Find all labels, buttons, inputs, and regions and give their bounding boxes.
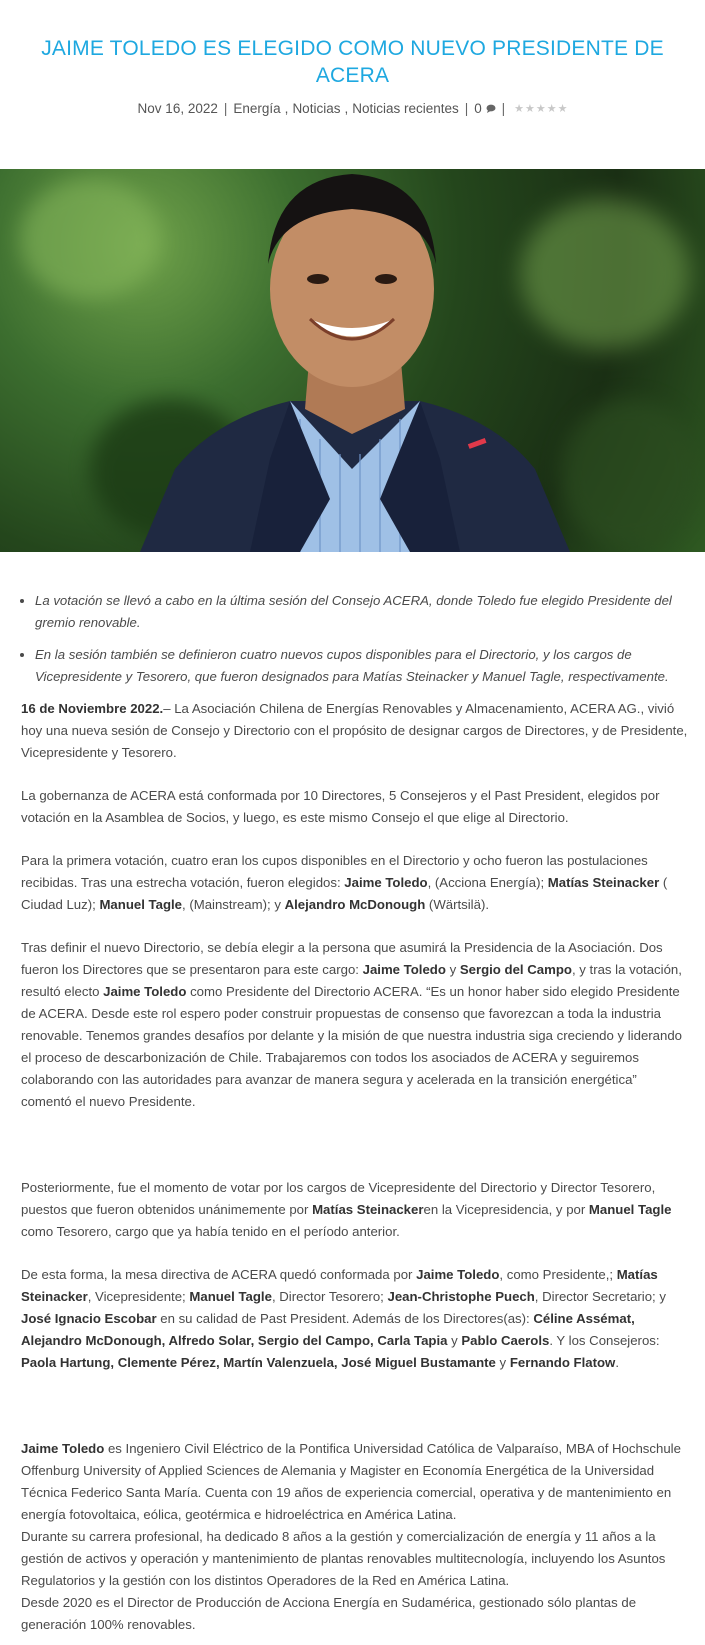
- star-icon: ★: [524, 103, 535, 115]
- comments-link[interactable]: [474, 101, 495, 116]
- portrait-illustration: [0, 169, 705, 552]
- category-link-noticias-recientes[interactable]: Noticias recientes: [352, 101, 459, 116]
- article-body: [21, 590, 691, 1636]
- paragraph: Jaime Toledo es Ingeniero Civil Eléctrico de la Pontifica Universidad Católica de Valparaíso, MBA of Hochschule Offenburg University of Applied Sciences de Alemania y Magister en Economía Energética de la Universidad Técnica Federico Santa María. Cuenta con 19 años de experiencia comercial, operativa y de mantenimiento en energía fotovoltaica, eólica, geotérmica e hidroeléctrica en América Latina.: [21, 1441, 681, 1522]
- paragraph: Durante su carrera profesional, ha dedicado 8 años a la gestión y comercialización de energía y 11 años a la gestión de activos y operación y mantenimiento de plantas renovables multitecnología, incluyendo los Asuntos Regulatorios y la gestión con los distintos Operadores de la Red en América Latina.: [21, 1529, 666, 1588]
- post-meta: Nov 16, 2022 | Energía , Noticias , Noticias recientes | 0 | ★ ★ ★ ★ ★: [137, 101, 568, 116]
- category-link-energia[interactable]: Energía: [233, 101, 281, 116]
- paragraph: Para la primera votación, cuatro eran los cupos disponibles en el Directorio y ocho fueron las postulaciones recibidas. Tras una estrecha votación, fueron elegidos: Jaime Toledo, (Acciona Energía); Matías Steinacker ( Ciudad Luz); Manuel Tagle, (Mainstream); y Alejandro McDonough (Wärtsilä).: [21, 853, 668, 912]
- star-icon: ★: [557, 103, 568, 115]
- list-item: • La votación se llevó a cabo en la última sesión del Consejo ACERA, donde Toledo fue elegido Presidente del gremio renovable.: [35, 590, 691, 634]
- paragraph: Tras definir el nuevo Directorio, se debía elegir a la persona que asumirá la Presidencia de la Asociación. Dos fueron los Directores que se presentaron para este cargo: Jaime Toledo y Sergio del Campo, y tras la votación, resultó electo Jaime Toledo como Presidente del Directorio ACERA. “Es un honor haber sido elegido Presidente de ACERA. Desde este rol espero poder construir propuestas de consenso que favorezcan a toda la industria renovable. Tenemos grandes desafíos por delante y la misión de que nuestra industria siga creciendo y liderando el proceso de descarbonización de Chile. Trabajaremos con todos los asociados de ACERA y seguiremos colaborando con las autoridades para avanzar de manera segura y acelerada en la transición energética” comentó el nuevo Presidente.: [21, 940, 683, 1109]
- article-header: [0, 0, 705, 116]
- article-title: JAIME TOLEDO ES ELEGIDO COMO NUEVO PRESIDENTE DE ACERA: [41, 37, 664, 87]
- comment-bubble-icon: [486, 104, 496, 113]
- rating-stars: [514, 102, 567, 115]
- comments-count: 0: [474, 101, 482, 116]
- paragraph: Desde 2020 es el Director de Producción de Acciona Energía en Sudamérica, gestionado sólo plantas de generación 100% renovables.: [21, 1595, 637, 1632]
- paragraph: 16 de Noviembre 2022.– La Asociación Chilena de Energías Renovables y Almacenamiento, ACERA AG., vivió hoy una nueva sesión de Consejo y Directorio con el propósito de designar cargos de Directores, y de Presidente, Vicepresidente y Tesorero.: [21, 701, 688, 760]
- star-icon: ★: [535, 103, 546, 115]
- highlights-list: [21, 590, 691, 688]
- strong-text: 16 de Noviembre 2022.: [21, 701, 164, 716]
- star-icon: ★: [514, 103, 524, 115]
- post-date: Nov 16, 2022: [137, 101, 218, 116]
- featured-image: [0, 169, 705, 552]
- category-link-noticias[interactable]: Noticias: [292, 101, 341, 116]
- star-icon: ★: [546, 103, 557, 115]
- paragraph: De esta forma, la mesa directiva de ACERA quedó conformada por Jaime Toledo, como Presidente,; Matías Steinacker, Vicepresidente; Manuel Tagle, Director Tesorero; Jean-Christophe Puech, Director Secretario; y José Ignacio Escobar en su calidad de Past President. Además de los Directores(as): Céline Assémat, Alejandro McDonough, Alfredo Solar, Sergio del Campo, Carla Tapia y Pablo Caerols. Y los Consejeros: Paola Hartung, Clemente Pérez, Martín Valenzuela, José Miguel Bustamante y Fernando Flatow.: [21, 1267, 666, 1370]
- paragraph: La gobernanza de ACERA está conformada por 10 Directores, 5 Consejeros y el Past President, elegidos por votación en la Asamblea de Socios, y luego, es este mismo Consejo el que elige al Directorio.: [21, 788, 660, 825]
- paragraph: Posteriormente, fue el momento de votar por los cargos de Vicepresidente del Directorio y Director Tesorero, puestos que fueron obtenidos unánimemente por Matías Steinackeren la Vicepresidencia, y por Manuel Tagle como Tesorero, cargo que ya había tenido en el período anterior.: [21, 1180, 672, 1239]
- list-item: • En la sesión también se definieron cuatro nuevos cupos disponibles para el Directorio, y los cargos de Vicepresidente y Tesorero, que fueron designados para Matías Steinacker y Manuel Tagle, respectivamente.: [35, 644, 691, 688]
